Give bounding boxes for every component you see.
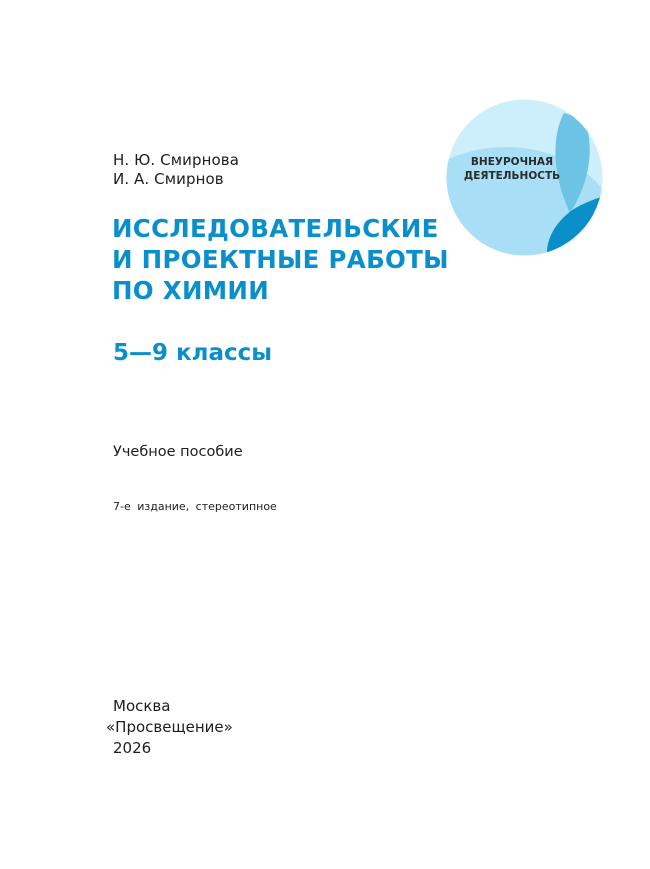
author-2: И. А. Смирнов — [113, 170, 224, 188]
publication-year: 2026 — [113, 739, 152, 757]
title-line-2: И ПРОЕКТНЫЕ РАБОТЫ — [112, 244, 449, 275]
author-1: Н. Ю. Смирнова — [113, 151, 240, 169]
edition-info: 7-е издание, стереотипное — [113, 500, 277, 513]
book-title — [112, 213, 449, 306]
publisher-name: «Просвещение» — [106, 718, 233, 736]
publisher-city: Москва — [113, 697, 171, 715]
book-type: Учебное пособие — [113, 444, 243, 460]
title-line-1: ИССЛЕДОВАТЕЛЬСКИЕ — [112, 213, 439, 244]
grade-range: 5—9 классы — [113, 340, 273, 366]
title-line-3: ПО ХИМИИ — [112, 275, 270, 306]
badge-label-line-2: ДЕЯТЕЛЬНОСТЬ — [463, 170, 561, 182]
badge-label — [446, 155, 578, 183]
publisher-block — [106, 696, 233, 759]
badge-label-line-1: ВНЕУРОЧНАЯ — [470, 156, 554, 168]
extracurricular-badge — [446, 99, 603, 256]
authors-block — [113, 151, 239, 189]
